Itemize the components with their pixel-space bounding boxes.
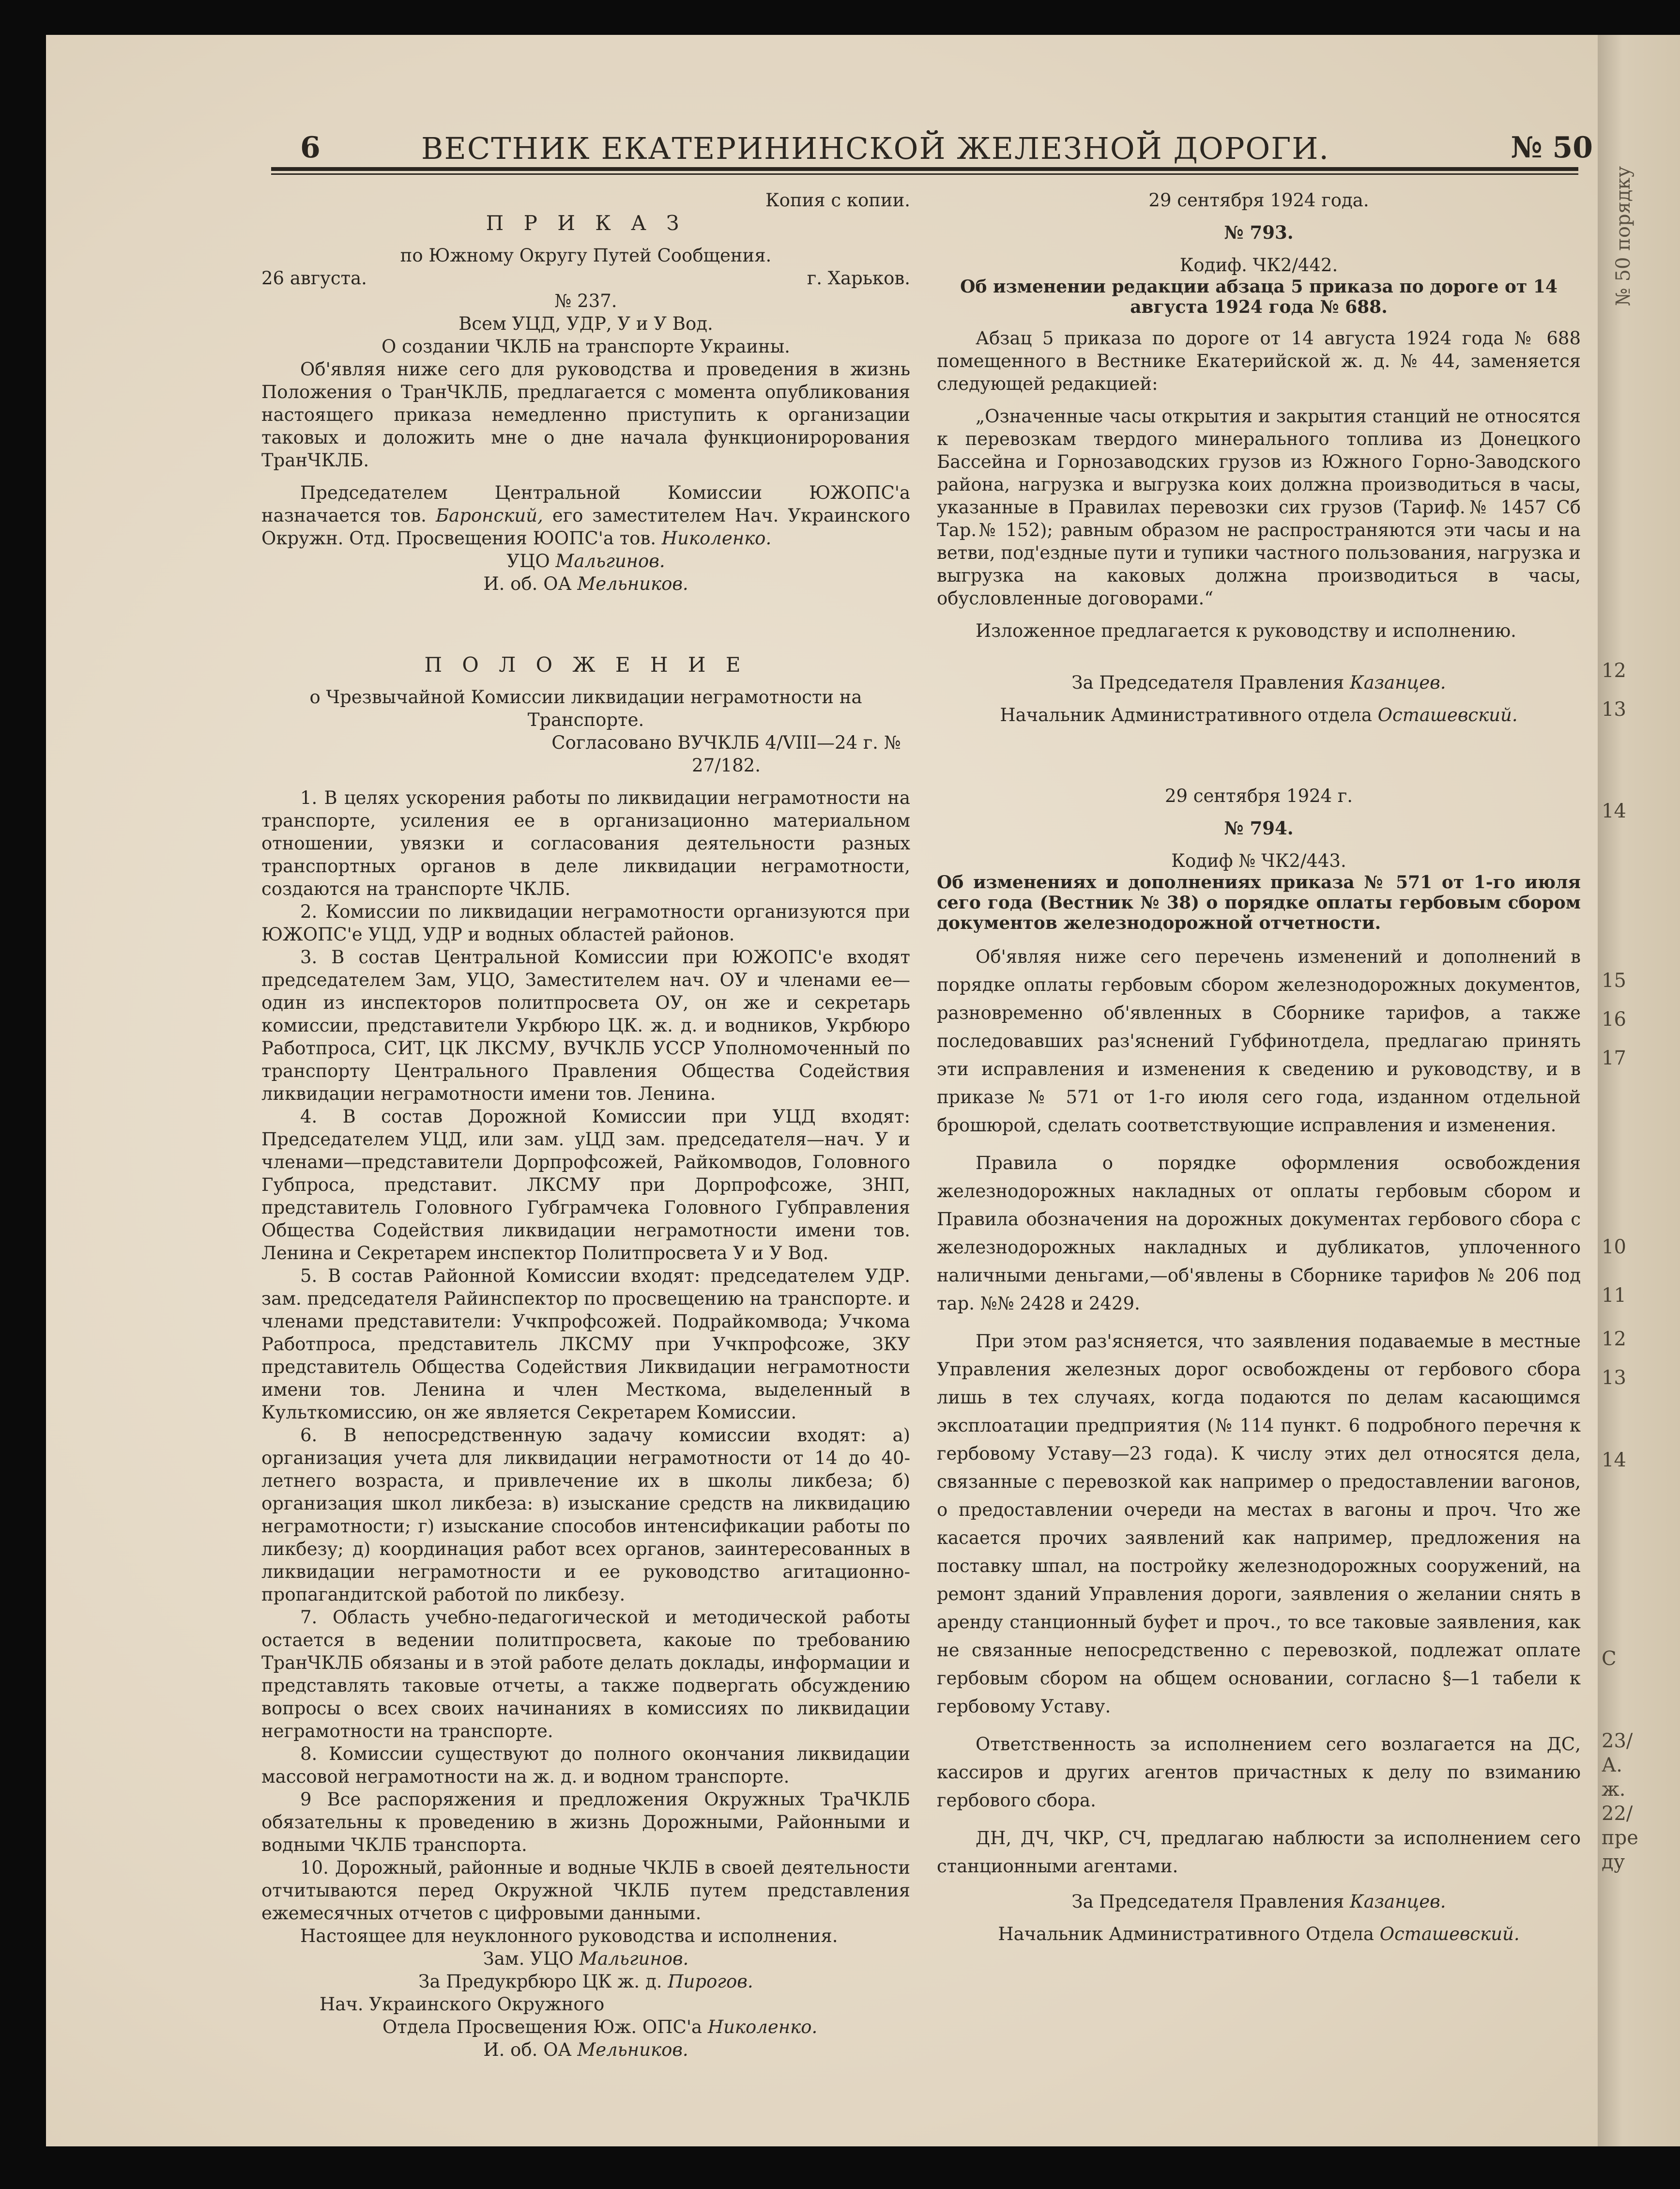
edge-number: ду [1602,1851,1625,1873]
edge-number: пре [1602,1827,1638,1849]
order-place: г. Харьков. [807,268,910,289]
order-heading: Об изменении редакции абзаца 5 приказа по дороге от 14 августа 1924 года № 688. [960,277,1558,317]
prikaz-subtitle: по Южному Округу Путей Сообщения. [400,245,772,266]
edge-number: 17 [1602,1047,1626,1069]
order-number: № 794. [1224,817,1294,839]
polozhenie-item: 2. Комиссии по ликвидации неграмотности организуются при ЮЖОПС'е УЦД, УДР и водных областей районов. [261,901,910,945]
order-date: 29 сентября 1924 года. [1148,190,1369,211]
edge-number: 12 [1602,1328,1626,1350]
polozhenie-item: 3. В состав Центральной Комиссии при ЮЖОПС'е входят председателем Зам, УЦО, Заместителем нач. ОУ и членами ее—один из инспекторов политпросвета ОУ, он же и секретарь комиссии, представители Укрбюро ЦК. ж. д. и водников, Укрбюро Работпроса, СИТ, ЦК ЛКСМУ, ВУЧКЛБ УССР Уполномоченный по транспорту Центрального Правления Общества Содействия ликвидации неграмотности имени тов. Ленина. [261,947,910,1104]
signature: УЦО Мальгинов. [506,551,665,571]
order-number: № 237. [554,291,617,311]
signature: И. об. ОА Мельников. [483,573,688,594]
edge-vertical-text: № 50 порядку [1612,166,1634,306]
edge-number: А. [1602,1754,1623,1776]
order-addressees: Всем УЦД, УДР, У и У Вод. [458,313,713,334]
appointment-text: Председателем Центральной Комиссии ЮЖОПС'а назначается тов. [261,482,910,526]
signature: Нач. Украинского Окружного [320,1994,605,2015]
signature: И. об. ОА Мельников. [483,2039,688,2060]
agreed-note: Согласовано ВУЧКЛБ 4/VIII—24 г. № 27/182. [551,732,901,776]
edge-number: 11 [1602,1284,1626,1307]
edge-number: 13 [1602,698,1626,721]
header-rule [271,167,1578,171]
next-page-edge [1598,35,1680,2146]
signature: Начальник Административного Отдела Осташевский. [998,1924,1520,1944]
polozhenie-title: П О Л О Ж Е Н И Е [424,653,748,677]
journal-title: ВЕСТНИК ЕКАТЕРИНИНСКОЙ ЖЕЛЕЗНОЙ ДОРОГИ. [421,131,1330,166]
edge-number: 14 [1602,800,1626,822]
edge-number: 13 [1602,1367,1626,1389]
order-codif: Кодиф. ЧК2/442. [1179,255,1338,276]
polozhenie-item: 6. В непосредственную задачу комиссии входят: а) организация учета для ликвидации неграмотности от 14 до 40-летнего возраста, и привлечение их в школы ликбеза; б) организация школ ликбеза: в) изыскание средств на ликвидацию неграмотности; г) изыскание способов интенсификации работы по ликбезу; д) координация работ всех органов, заинтересованных в ликвидации неграмотности и ее руководство агитационно-пропагандитской работой по ликбезу. [261,1425,910,1605]
appointee-name: Баронский, [435,505,543,526]
signature: За Председателя Правления Казанцев. [1071,1891,1446,1912]
order-paragraph: Правила о порядке оформления освобождения железнодорожных накладных от оплаты гербовым сбором и Правила обозначения на дорожных документах гербового сбора с железнодорожных накладных и дубликатов, уплоченного наличными деньгами,—об'явлены в Сборнике тарифов № 206 под тар. №№ 2428 и 2429. [937,1153,1581,1314]
order-codif: Кодиф № ЧК2/443. [1171,850,1346,871]
edge-number: 16 [1602,1008,1626,1031]
edge-number: 14 [1602,1449,1626,1471]
appointment-text: его заместителем Нач. Украинского Окружн. Отд. Просвещения ЮОПС'а тов. [261,505,911,549]
polozhenie-item: 5. В состав Районной Комиссии входят: председателем УДР. зам. председателя Райинспектор по просвещению на транспорте. и членами представители: Учкпрофсожей. Подрайкомвода; Учкома Работпроса, представитель ЛКСМУ при Учкпрофсоже, ЗКУ представитель Общества Содействия Ликвидации неграмотности имени тов. Ленина и член Месткома, выделенный в Культкомиссию, он же является Секретарем Комиссии. [261,1265,910,1423]
order-paragraph-appointment [261,481,910,550]
appointee-name: Николенко. [661,528,772,549]
polozhenie-item: 4. В состав Дорожной Комиссии при УЦД входят: Председателем УЦД, или зам. уЦД зам. председателя—нач. У и членами—представители Дорпрофсожей, Райкомводов, Головного Губпроса, представит. ЛКСМУ при Дорпрофсоже, ЗНП, представитель Головного Губграмчека Головного Губправления Общества Содействия ликвидации неграмотности имени тов. Ленина и Секретарем инспектор Политпросвета У и У Вод. [261,1106,910,1264]
order-paragraph: Об'являя ниже сего перечень изменений и дополнений в порядке оплаты гербовым сбором железнодорожных документов, разновременно об'явленных в Сборнике тарифов, а также последовавших раз'яснений Губфинотдела, предлагаю принять эти исправления и изменения к сведению и руководству, и в приказе № 571 от 1-го июля сего года, изданном отдельной брошюрой, сделать соответствующие исправления и изменения. [937,946,1581,1136]
order-date: 26 августа. [261,268,367,289]
closing-line: Настоящее для неуклонного руководства и исполнения. [300,1926,838,1946]
signature: Зам. УЦО Мальгинов. [483,1948,689,1969]
order-heading: Об изменениях и дополнениях приказа № 571 от 1-го июля сего года (Вестник № 38) о порядке оплаты гербовым сбором документов железнодорожной отчетности. [937,872,1581,933]
polozhenie-item: 10. Дорожный, районные и водные ЧКЛБ в своей деятельности отчитываются перед Окружной ЧКЛБ путем представления ежемесячных отчетов с цифровыми данными. [261,1857,910,1924]
signature: Начальник Административного отдела Осташевский. [1000,705,1518,725]
prikaz-title: П Р И К А З [486,211,686,235]
order-number: № 793. [1224,222,1294,243]
date-place-row [261,267,910,290]
signature: За Председателя Правления Казанцев. [1071,672,1446,693]
right-column [937,189,1581,1945]
edge-number: 22/ [1602,1803,1633,1825]
edge-number: 12 [1602,660,1626,682]
signature: За Предукрбюро ЦК ж. д. Пирогов. [418,1971,753,1992]
edge-number: 23/ [1602,1730,1633,1752]
copy-note: Копия с копии. [765,190,910,211]
polozhenie-item: 7. Область учебно-педагогической и методической работы остается в ведении политпросвета, какоые по требованию ТранЧКЛБ обязаны и в этой работе делать доклады, информации и представлять таковые отчеты, а также подвергать обсуждению вопросы о всех своих начинаниях в комиссиях по ликвидации неграмотности на транспорте. [261,1607,910,1742]
issue-number: № 50 [1511,131,1593,165]
polozhenie-subtitle: о Чрезвычайной Комиссии ликвидации неграмотности на Транспорте. [309,687,862,730]
header-rule-thin [271,173,1578,175]
order-paragraph: ДН, ДЧ, ЧКР, СЧ, предлагаю наблюсти за исполнением сего станционными агентами. [937,1828,1581,1877]
signature: Отдела Просвещения Юж. ОПС'а Николенко. [382,2017,818,2037]
order-paragraph: При этом раз'ясняется, что заявления подаваемые в местные Управления железных дорог освобождены от гербового сбора лишь в тех случаях, когда подаются по делам касающимся эксплоатации предприятия (№ 114 пункт. 6 подробного перечня к гербовому Уставу—23 года). К числу этих дел относятся дела, связанные с перевозкой как например о предоставлении вагонов, о предоставлении очереди на местах в вагоны и проч. Что же касается прочих заявлений как например, предложения на поставку шпал, на постройку железнодорожных сооружений, на ремонт зданий Управления дороги, заявления о желании снять в аренду станционный буфет и проч., то все таковые заявления, как не связанные непосредственно с перевозкой, подлежат оплате гербовым сбором на общем основании, согласно §—1 табели к гербовому Уставу. [937,1331,1581,1717]
order-quote: „Означенные часы открытия и закрытия станций не относятся к перевозкам твердого минерального топлива из Донецкого Бассейна и Горнозаводских грузов из Южного Горно-Заводского района, нагрузка и выгрузка коих должна производиться в часы, указанные в Правилах перевозки сих грузов (Тариф.№ 1457 Сб Тар.№ 152); равным образом не распространяются эти часы и на ветви, под'ездные пути и тупики частного пользования, нагрузка и выгрузка на каковых должна производиться в часы, обусловленные договорами.“ [937,406,1581,609]
polozhenie-item: 1. В целях ускорения работы по ликвидации неграмотности на транспорте, усиления ее в организационно материальном отношении, увязки и согласования деятельности разных транспортных органов в деле ликвидации неграмотности, создаются на транспорте ЧКЛБ. [261,787,910,899]
order-date: 29 сентября 1924 г. [1164,786,1353,806]
order-paragraph: Об'являя ниже сего для руководства и проведения в жизнь Положения о ТранЧКЛБ, предлагается с момента опубликования настоящего приказа немедленно приступить к организации таковых и доложить мне о дне начала функционирорования ТранЧКЛБ. [261,359,910,471]
order-subject: О создании ЧКЛБ на транспорте Украины. [382,336,790,357]
left-column [261,189,910,2061]
polozhenie-item: 8. Комиссии существуют до полного окончания ликвидации массовой неграмотности на ж. д. и водном транспорте. [261,1743,910,1787]
edge-number: С [1602,1648,1617,1670]
polozhenie-item: 9 Все распоряжения и предложения Окружных ТраЧКЛБ обязательны к проведению в жизнь Дорожными, Районными и водными ЧКЛБ транспорта. [261,1789,910,1855]
order-paragraph: Изложенное предлагается к руководству и исполнению. [976,620,1516,641]
edge-number: 10 [1602,1236,1626,1258]
edge-number: 15 [1602,970,1626,992]
order-paragraph: Ответственность за исполнением сего возлагается на ДС, кассиров и других агентов причастных к делу по взиманию гербового сбора. [937,1734,1581,1811]
order-paragraph: Абзац 5 приказа по дороге от 14 августа 1924 года № 688 помещенного в Вестнике Екатерийской ж. д. № 44, заменяется следующей редакцией: [937,328,1581,394]
page-number: 6 [300,131,321,165]
edge-number: ж. [1602,1778,1626,1801]
